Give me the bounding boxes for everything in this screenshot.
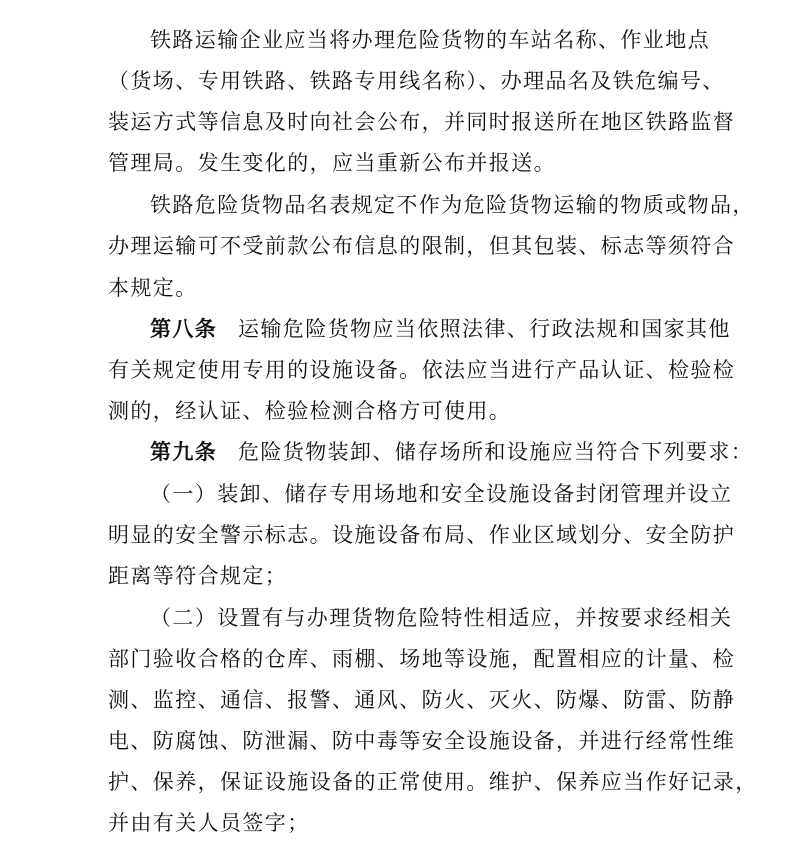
article-9-item-2-line-1: （二）设置有与办理货物危险特性相适应，并按要求经相关 [150,606,733,630]
article-9-item-2-line-6: 并由有关人员签字； [108,811,310,835]
article-8-line-2: 有关规定使用专用的设施设备。依法应当进行产品认证、检验检 [108,358,736,382]
paragraph-2-line-1: 铁路危险货物品名表规定不作为危险货物运输的物质或物品， [150,193,755,217]
paragraph-1-line-2: （货场、专用铁路、铁路专用线名称）、办理品名及铁危编号、 [108,69,725,93]
article-8-line-3: 测的，经认证、检验检测合格方可使用。 [108,399,512,423]
article-9-item-2-line-3: 测、监控、通信、报警、通风、防火、灭火、防爆、防雷、防静 [108,688,736,712]
paragraph-1-line-4: 管理局。发生变化的，应当重新公布并报送。 [108,151,556,175]
article-9-item-2-line-5: 护、保养，保证设施设备的正常使用。维护、保养应当作好记录， [108,770,758,794]
paragraph-2-line-2: 办理运输可不受前款公布信息的限制，但其包装、标志等须符合 [108,234,736,258]
paragraph-1-line-3: 装运方式等信息及时向社会公布，并同时报送所在地区铁路监督 [108,110,736,134]
paragraph-1-line-1: 铁路运输企业应当将办理危险货物的车站名称、作业地点 [150,28,710,52]
article-9-item-1-line-1: （一）装卸、储存专用场地和安全设施设备封闭管理并设立 [150,482,733,506]
article-8-line-1: 运输危险货物应当依照法律、行政法规和国家其他 [238,317,731,341]
article-9-item-2-line-2: 部门验收合格的仓库、雨棚、场地等设施，配置相应的计量、检 [108,647,736,671]
article-8-heading: 第八条 [150,316,218,341]
article-9-item-1-line-3: 距离等符合规定； [108,564,288,588]
article-9-item-2-line-4: 电、防腐蚀、防泄漏、防中毒等安全设施设备，并进行经常性维 [108,729,736,753]
article-9-heading: 第九条 [150,439,218,464]
paragraph-2-line-3: 本规定。 [108,276,198,300]
article-9-line-1: 危险货物装卸、储存场所和设施应当符合下列要求： [238,440,754,464]
article-9-item-1-line-2: 明显的安全警示标志。设施设备布局、作业区域划分、安全防护 [108,523,736,547]
